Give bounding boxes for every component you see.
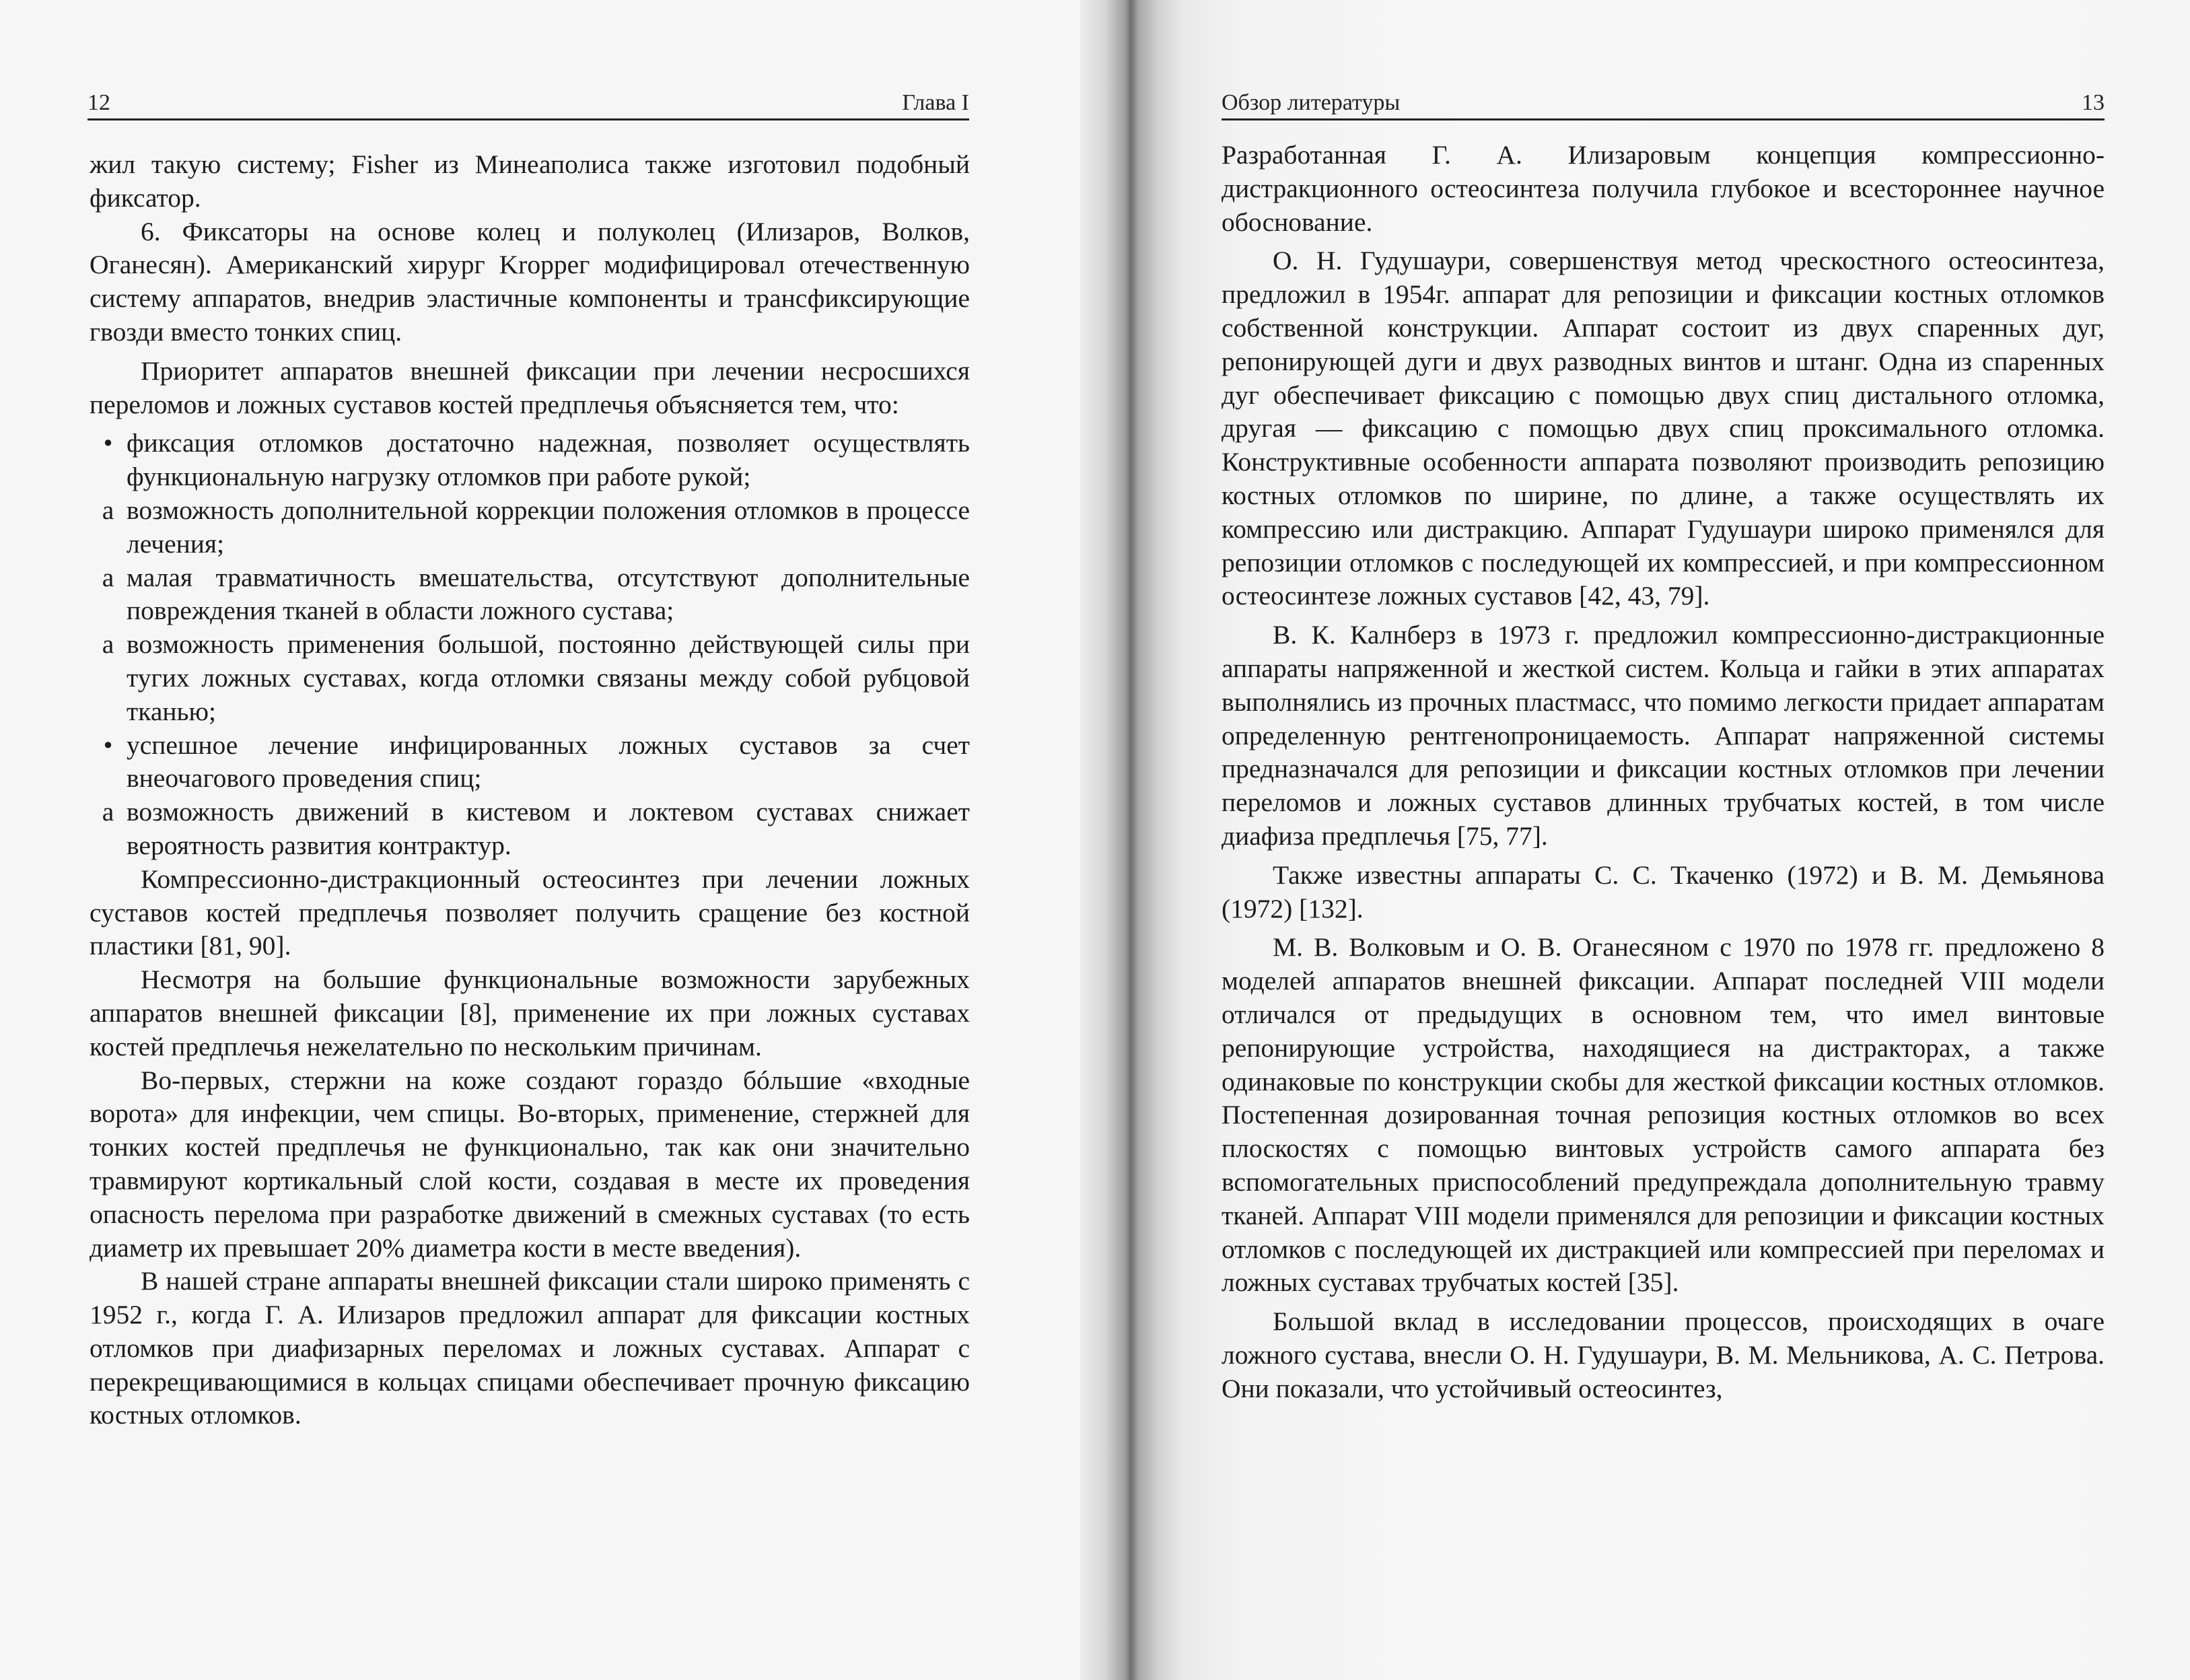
list-item [90,628,970,728]
left-running-header [87,81,969,120]
paragraph: Компрессионно-дистракционный остеосинтез при лечении ложных суставов костей предплечья позволяет получить сращение без костной пластики [81, 90]. [90,864,970,961]
bullet-marker: а [102,562,114,592]
bullet-marker: а [102,797,114,827]
paragraph: Во-первых, стержни на коже создают гораздо бóльшие «входные ворота» для инфекции, чем спицы. Во-вторых, применение, стержней для тонких костей предплечья не функционально, так как они значительно травмируют кортикальный слой кости, создавая в месте их проведения опасность перелома при разработке движений в смежных суставах (то есть диаметр их превышает 20% диаметра кости в месте введения). [90,1065,970,1263]
book-gutter-shadow [1080,0,1181,1680]
list-item-text: возможность движений в кистевом и локтевом суставах снижает вероятность развития контрактур. [127,797,970,860]
list-item [90,729,970,796]
right-page [1181,0,2190,1680]
paragraph: Несмотря на большие функциональные возможности зарубежных аппаратов внешней фиксации [8], применение их при ложных суставах костей предплечья нежелательно по нескольким причинам. [90,965,970,1061]
paragraph: О. Н. Гудушаури, совершенствуя метод чрескостного остеосинтеза, предложил в 1954г. аппарат для репозиции и фиксации костных отломков собственной конструкции. Аппарат состоит из двух спаренных дуг, репонирующей дуги и двух разводных винтов и штанг. Одна из спаренных дуг обеспечивает фиксацию с помощью двух спиц дистального отломка, другая — фиксацию с помощью двух спиц проксимального отломка. Конструктивные особенности аппарата позволяют производить репозицию костных отломков по ширине, по длине, а также осуществлять их компрессию или дистракцию. Аппарат Гудушаури широко применялся для репозиции отломков с последующей их компрессией, и при компрессионном остеосинтезе ложных суставов [42, 43, 79]. [1222,246,2105,611]
page-number: 12 [87,90,110,115]
paragraph: М. В. Волковым и О. В. Оганесяном с 1970 по 1978 гг. предложено 8 моделей аппаратов внешней фиксации. Аппарат последней VIII модели отличался от предыдущих в основном тем, что имел винтовые репонирующие устройства, находящиеся на дистракторах, а также одинаковые по конструкции скобы для жесткой фиксации костных отломков. Постепенная дозированная точная репозиция костных отломков во всех плоскостях с помощью винтовых устройств самого аппарата без вспомогательных приспособлений предупреждала дополнительную травму тканей. Аппарат VIII модели применялся для репозиции и фиксации костных отломков с последующей их дистракцией или компрессией при переломах и ложных суставах трубчатых костей [35]. [1222,932,2105,1298]
list-item-text: успешное лечение инфицированных ложных суставов за счет внеочагового проведения спиц; [127,730,970,794]
paragraph: Приоритет аппаратов внешней фиксации при лечении несросшихся переломов и ложных суставов костей предплечья объясняется тем, что: [90,355,970,419]
list-item-text: малая травматичность вмешательства, отсутствуют дополнительные повреждения тканей в области ложного сустава; [127,562,970,626]
list-item-text: фиксация отломков достаточно надежная, позволяет осуществлять функциональную нагрузку отломков при работе рукой; [127,428,970,492]
bullet-marker: • [103,428,113,458]
list-item [90,494,970,561]
list-item-text: возможность применения большой, постоянно действующей силы при тугих ложных суставах, когда отломки связаны между собой рубцовой тканью; [127,629,970,726]
left-body-text [90,148,970,1432]
list-item-text: возможность дополнительной коррекции положения отломков в процессе лечения; [127,495,970,559]
paragraph: Также известны аппараты С. С. Ткаченко (1972) и В. М. Демьянова (1972) [132]. [1222,860,2105,923]
bullet-marker: а [102,495,114,525]
list-item [90,796,970,863]
paragraph: 6. Фиксаторы на основе колец и полуколец (Илизаров, Волков, Оганесян). Американский хирург Kroppeг модифицировал отечественную систему аппаратов, внедрив эластичные компоненты и трансфиксирующие гвозди вместо тонких спиц. [90,216,970,347]
paragraph: Разработанная Г. А. Илизаровым концепция компрессионно-дистракционного остеосинтеза получила глубокое и всестороннее научное обоснование. [1222,140,2105,237]
chapter-title: Глава I [902,90,969,115]
bullet-marker: а [102,629,114,660]
paragraph: Большой вклад в исследовании процессов, происходящих в очаге ложного сустава, внесли О. Н. Гудушаури, В. М. Мельникова, А. С. Петрова. Они показали, что устойчивый остеосинтез, [1222,1306,2105,1403]
bullet-marker: • [103,730,113,760]
right-body-text [1222,139,2105,1405]
paragraph: В. К. Калнберз в 1973 г. предложил компрессионно-дистракционные аппараты напряженной и жесткой систем. Кольца и гайки в этих аппаратах выполнялись из прочных пластмасс, что помимо легкости придает аппаратам определенную рентгенопроницаемость. Аппарат напряженной системы предназначался для репозиции и фиксации костных отломков при лечении переломов и ложных суставов длинных трубчатых костей, в том числе диафиза предплечья [75, 77]. [1222,620,2105,851]
right-running-header [1222,81,2105,120]
page-number: 13 [2082,90,2105,115]
list-item [90,427,970,494]
section-title: Обзор литературы [1222,90,1401,115]
left-page [0,0,1094,1680]
paragraph: В нашей стране аппараты внешней фиксации стали широко применять с 1952 г., когда Г. А. Илизаров предложил аппарат для фиксации костных отломков при диафизарных переломах и ложных суставах. Аппарат с перекрещивающимися в кольцах спицами обеспечивает прочную фиксацию костных отломков. [90,1266,970,1430]
paragraph: жил такую систему; Fisher из Минеаполиса также изготовил подобный фиксатор. [90,149,970,213]
list-item [90,561,970,629]
